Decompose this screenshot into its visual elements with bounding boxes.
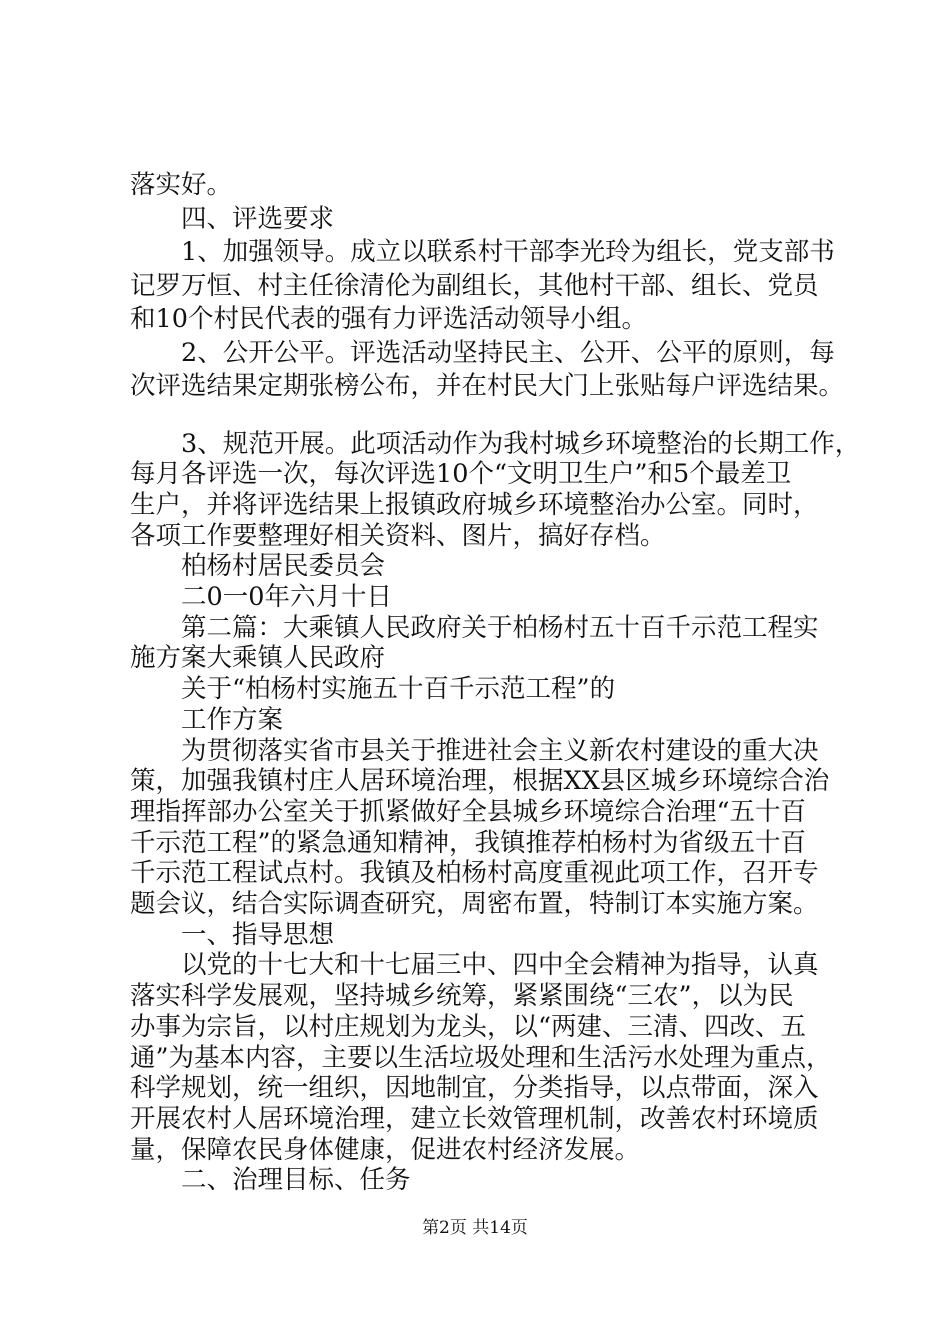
- text-line: 落实好。: [130, 170, 233, 200]
- text-line: 每月各评选一次，每次评选10个“文明卫生户”和5个最差卫: [130, 459, 792, 490]
- signature-org: 柏杨村居民委员会: [130, 551, 386, 582]
- signature-date: 二0一0年六月十日: [130, 582, 392, 612]
- text-line: 次评选结果定期张榜公布，并在村民大门上张贴每户评选结果。: [130, 371, 845, 401]
- text-line: 生户，并将评选结果上报镇政府城乡环境整治办公室。同时，: [130, 489, 819, 520]
- chapter-title: 施方案大乘镇人民政府: [130, 643, 386, 674]
- chapter-title: 第二篇：大乘镇人民政府关于柏杨村五十百千示范工程实: [130, 612, 819, 643]
- text-line: 和10个村民代表的强有力评选活动领导小组。: [130, 304, 647, 334]
- text-line: 科学规划，统一组织，因地制宜，分类指导，以点带面，深入: [130, 1073, 819, 1104]
- text-line: 量，保障农民身体健康，促进农村经济发展。: [130, 1134, 641, 1165]
- text-line: 工作方案: [130, 704, 284, 735]
- section-heading: 四、评选要求: [130, 203, 335, 234]
- text-line: 以党的十七大和十七届三中、四中全会精神为指导，认真: [130, 950, 819, 981]
- text-line: 为贯彻落实省市县关于推进社会主义新农村建设的重大决: [130, 735, 819, 766]
- text-line: 策，加强我镇村庄人居环境治理，根据XX县区城乡环境综合治: [130, 766, 830, 797]
- text-line: 2、公开公平。评选活动坚持民主、公开、公平的原则，每: [130, 337, 835, 368]
- text-line: 千示范工程试点村。我镇及柏杨村高度重视此项工作，召开专: [130, 858, 819, 889]
- page-footer: 第2页 共14页: [422, 1218, 528, 1238]
- text-line: 题会议，结合实际调查研究，周密布置，特制订本实施方案。: [130, 889, 819, 919]
- text-line: 通”为基本内容，主要以生活垃圾处理和生活污水处理为重点，: [130, 1042, 832, 1073]
- text-line: 办事为宗旨，以村庄规划为龙头，以“两建、三清、四改、五: [130, 1011, 807, 1042]
- section-heading: 二、治理目标、任务: [130, 1165, 411, 1196]
- text-line: 记罗万恒、村主任徐清伦为副组长，其他村干部、组长、党员: [130, 270, 819, 301]
- section-heading: 一、指导思想: [130, 919, 335, 950]
- text-line: 千示范工程”的紧急通知精神，我镇推荐柏杨村为省级五十百: [130, 827, 807, 858]
- text-line: 开展农村人居环境治理，建立长效管理机制，改善农村环境质: [130, 1103, 819, 1134]
- text-line: 各项工作要整理好相关资料、图片，搞好存档。: [130, 520, 666, 551]
- text-line: 1、加强领导。成立以联系村干部李光玲为组长，党支部书: [130, 237, 835, 267]
- text-line: 理指挥部办公室关于抓紧做好全县城乡环境综合治理“五十百: [130, 796, 807, 827]
- text-line: 3、规范开展。此项活动作为我村城乡环境整治的长期工作，: [130, 428, 861, 459]
- text-line: 关于“柏杨村实施五十百千示范工程”的: [130, 674, 616, 705]
- text-line: 落实科学发展观，坚持城乡统筹，紧紧围绕“三农”，以为民: [130, 981, 794, 1012]
